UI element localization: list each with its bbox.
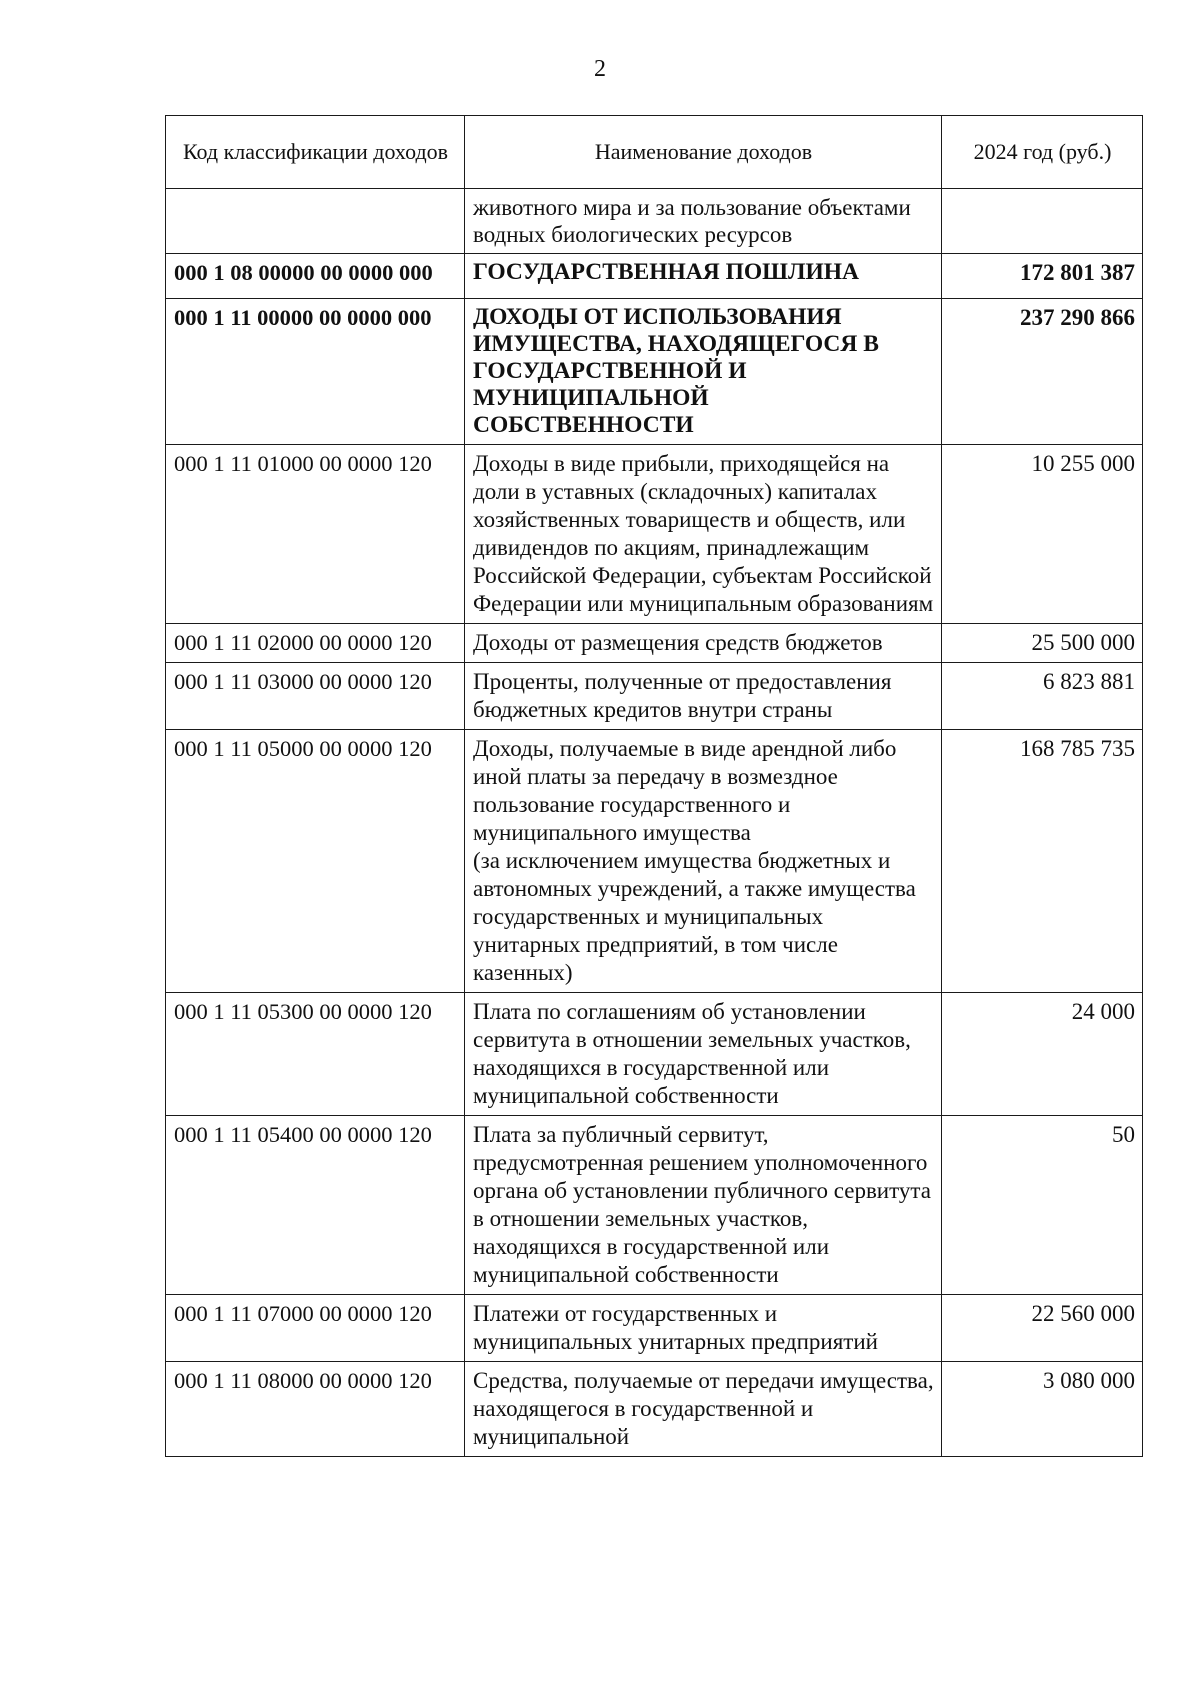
- row-sum-cell: 6 823 881: [942, 663, 1143, 730]
- row-name-cell: Платежи от государственных и муниципальных унитарных предприятий: [465, 1295, 942, 1362]
- row-code-cell: 000 1 11 01000 00 0000 120: [166, 445, 465, 624]
- header-code: Код классификации доходов: [166, 116, 465, 189]
- row-name-cell: Средства, получаемые от передачи имущества, находящегося в государственной и муниципальной: [465, 1362, 942, 1457]
- header-name: Наименование доходов: [465, 116, 942, 189]
- row-code-cell: 000 1 11 05400 00 0000 120: [166, 1116, 465, 1295]
- table-row: [166, 663, 1143, 730]
- row-name-cell: Проценты, полученные от предоставления бюджетных кредитов внутри страны: [465, 663, 942, 730]
- row-sum-cell: 172 801 387: [942, 254, 1143, 299]
- row-code-cell: 000 1 08 00000 00 0000 000: [166, 254, 465, 299]
- row-name-cell: Доходы от размещения средств бюджетов: [465, 624, 942, 663]
- table-row: [166, 299, 1143, 445]
- row-sum-cell: 10 255 000: [942, 445, 1143, 624]
- row-sum-cell: 22 560 000: [942, 1295, 1143, 1362]
- table-row: [166, 1362, 1143, 1457]
- row-code-cell: 000 1 11 05300 00 0000 120: [166, 993, 465, 1116]
- row-sum-cell: 50: [942, 1116, 1143, 1295]
- row-name-cell: ДОХОДЫ ОТ ИСПОЛЬЗОВАНИЯ ИМУЩЕСТВА, НАХОДЯЩЕГОСЯ В ГОСУДАРСТВЕННОЙ И МУНИЦИПАЛЬНОЙ СОБСТВЕННОСТИ: [465, 299, 942, 445]
- row-name-cell: Плата за публичный сервитут, предусмотренная решением уполномоченного органа об установлении публичного сервитута в отношении земельных участков, находящихся в государственной или муниципальной собственности: [465, 1116, 942, 1295]
- row-sum-cell: 237 290 866: [942, 299, 1143, 445]
- row-name-cell: Доходы в виде прибыли, приходящейся на доли в уставных (складочных) капиталах хозяйственных товариществ и обществ, или дивидендов по акциям, принадлежащим Российской Федерации, субъектам Российской Федерации или муниципальным образованиям: [465, 445, 942, 624]
- row-code-cell: 000 1 11 05000 00 0000 120: [166, 730, 465, 993]
- table-row: [166, 730, 1143, 993]
- table-row: [166, 1295, 1143, 1362]
- continuation-name-cell: животного мира и за пользование объектами водных биологических ресурсов: [465, 189, 942, 254]
- row-sum-cell: 168 785 735: [942, 730, 1143, 993]
- row-name-cell: Доходы, получаемые в виде арендной либо иной платы за передачу в возмездное пользование государственного и муниципального имущества (за исключением имущества бюджетных и автономных учреждений, а также имущества государственных и муниципальных унитарных предприятий, в том числе казенных): [465, 730, 942, 993]
- row-code-cell: 000 1 11 07000 00 0000 120: [166, 1295, 465, 1362]
- row-code-cell: 000 1 11 03000 00 0000 120: [166, 663, 465, 730]
- table-header-row: [166, 116, 1143, 189]
- continuation-row: [166, 189, 1143, 254]
- table-row: [166, 445, 1143, 624]
- row-sum-cell: 3 080 000: [942, 1362, 1143, 1457]
- header-sum: 2024 год (руб.): [942, 116, 1143, 189]
- row-code-cell: 000 1 11 00000 00 0000 000: [166, 299, 465, 445]
- table-row: [166, 993, 1143, 1116]
- row-name-cell: Плата по соглашениям об установлении сервитута в отношении земельных участков, находящихся в государственной или муниципальной собственности: [465, 993, 942, 1116]
- row-name-cell: ГОСУДАРСТВЕННАЯ ПОШЛИНА: [465, 254, 942, 299]
- continuation-code-cell: [166, 189, 465, 254]
- page-number: 2: [594, 56, 606, 82]
- row-code-cell: 000 1 11 08000 00 0000 120: [166, 1362, 465, 1457]
- continuation-sum-cell: [942, 189, 1143, 254]
- row-code-cell: 000 1 11 02000 00 0000 120: [166, 624, 465, 663]
- table-row: [166, 254, 1143, 299]
- revenue-table: [165, 115, 1143, 1457]
- table-row: [166, 1116, 1143, 1295]
- row-sum-cell: 24 000: [942, 993, 1143, 1116]
- row-sum-cell: 25 500 000: [942, 624, 1143, 663]
- table-row: [166, 624, 1143, 663]
